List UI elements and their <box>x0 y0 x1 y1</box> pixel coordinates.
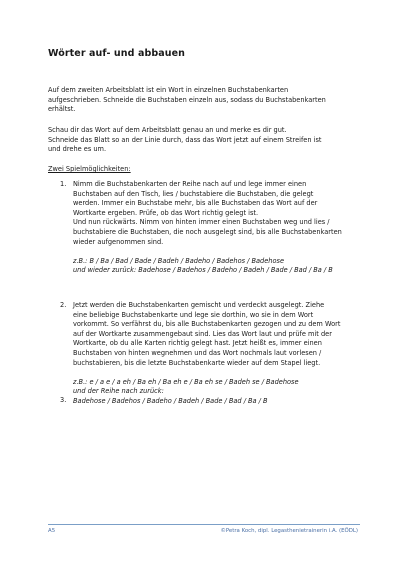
item-number: 2. <box>60 301 67 309</box>
intro-line: Auf dem zweiten Arbeitsblatt ist ein Wort in einzelnen Buchstabenkarten <box>48 86 289 94</box>
intro-paragraph <box>48 86 364 115</box>
item-body <box>73 301 363 407</box>
item-line: Jetzt werden die Buchstabenkarten gemischt und verdeckt ausgelegt. Ziehe <box>73 301 325 309</box>
item-line: buchstabiere die Buchstaben, die noch ausgelegt sind, bis alle Buchstabenkarten <box>73 227 342 236</box>
example-line: und der Reihe nach zurück: <box>73 387 164 396</box>
item-line: buchstabieren, bis die letzte Buchstabenkarte wieder auf dem Stapel liegt. <box>73 358 321 367</box>
item-number: 1. <box>60 180 67 188</box>
footer-page-label: A5 <box>48 528 56 534</box>
item-body <box>73 180 363 276</box>
example-line: z.B.: B / Ba / Bad / Bade / Badeh / Badeho / Badehos / Badehose <box>73 256 285 265</box>
item-line: eine beliebige Buchstabenkarte und lege sie dorthin, wo sie in dem Wort <box>73 310 314 319</box>
intro-line: aufgeschrieben. Schneide die Buchstaben einzeln aus, sodass du Buchstabenkarten <box>48 95 326 104</box>
item-line: Wortkarte, ob du alle Karten richtig gelegt hast. Jetzt heißt es, immer einen <box>73 339 322 348</box>
item-line: Buchstaben auf den Tisch, lies / buchstabiere die Buchstaben, die gelegt <box>73 189 314 198</box>
item-line: werden. Immer ein Buchstabe mehr, bis alle Buchstaben das Wort auf der <box>73 199 318 208</box>
section-heading: Zwei Spielmöglichkeiten: <box>48 165 131 173</box>
example-line: Badehose / Badehos / Badeho / Badeh / Bade / Bad / Ba / B <box>73 396 268 405</box>
instruction-line: Schneide das Blatt so an der Linie durch, dass das Wort jetzt auf einem Streifen ist <box>48 135 322 144</box>
item-line: auf der Wortkarte zusammengebaut sind. Lies das Wort laut und prüfe mit der <box>73 329 332 338</box>
page-title: Wörter auf- und abbauen <box>48 48 186 59</box>
item-line: vorkommt. So verfährst du, bis alle Buchstabenkarten gezogen und zu dem Wort <box>73 320 341 329</box>
item-line: Buchstaben von hinten wegnehmen und das Wort nochmals laut vorlesen / <box>73 348 322 357</box>
instruction-line: Schau dir das Wort auf dem Arbeitsblatt genau an und merke es dir gut. <box>48 126 287 134</box>
example-line: und wieder zurück: Badehose / Badehos / Badeho / Badeh / Bade / Bad / Ba / B <box>73 266 333 275</box>
intro-line: erhältst. <box>48 105 76 114</box>
item-number: 3. <box>60 396 67 404</box>
instruction-line: und drehe es um. <box>48 145 107 154</box>
instruction-paragraph <box>48 126 364 155</box>
footer-credit: ©Petra Koch, dipl. Legasthenietrainerin i.A. (EÖDL) <box>220 528 358 534</box>
item-line: Wortkarte ergeben. Prüfe, ob das Wort richtig gelegt ist. <box>73 208 259 217</box>
example-line: z.B.: e / a e / a eh / Ba eh / Ba eh e / Ba eh se / Badeh se / Badehose <box>73 377 299 386</box>
item-line: Nimm die Buchstabenkarten der Reihe nach auf und lege immer einen <box>73 180 307 188</box>
item-line: Und nun rückwärts. Nimm von hinten immer einen Buchstaben weg und lies / <box>73 218 330 227</box>
footer-rule <box>48 524 360 525</box>
item-line: wieder aufgenommen sind. <box>73 237 164 246</box>
